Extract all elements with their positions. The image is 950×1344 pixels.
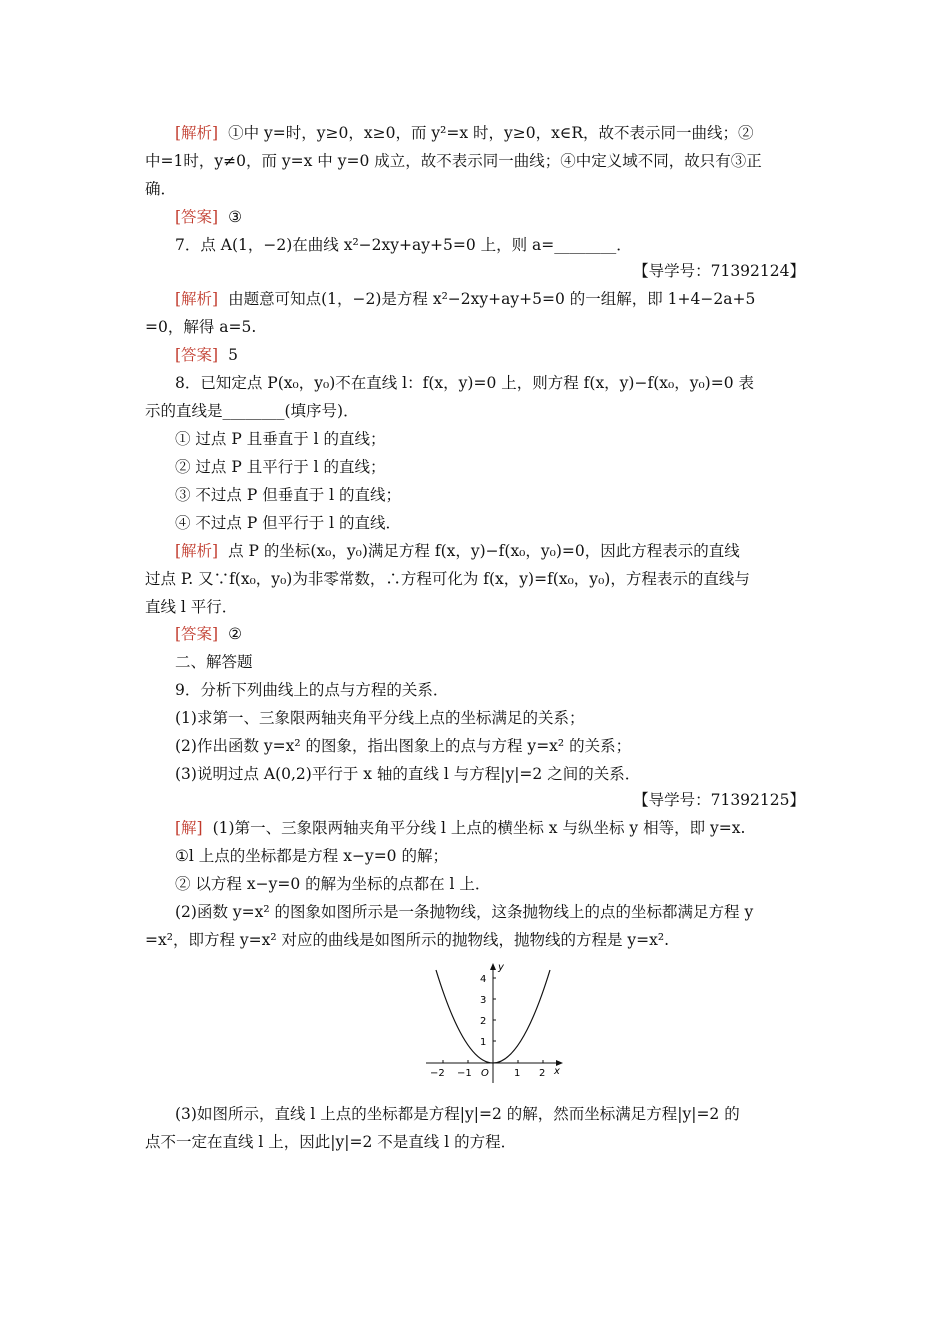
- section-heading: 二、解答题: [175, 653, 253, 671]
- x-tick-1: 1: [514, 1068, 521, 1079]
- answer-tag: [答案]: [175, 208, 219, 226]
- question-9: 9．分析下列曲线上的点与方程的关系．: [175, 681, 449, 699]
- guide-number-7: 【导学号：71392124】: [633, 262, 805, 280]
- y-tick-3: 3: [480, 995, 487, 1006]
- solution-9-line-1: [解] (1)第一、三象限两轴夹角平分线 l 上点的横坐标 x 与纵坐标 y 相等，即 y=x.: [175, 819, 746, 837]
- option-2: ② 过点 P 且平行于 l 的直线；: [175, 458, 386, 476]
- answer-8: [答案] ②: [175, 625, 243, 643]
- question-8-line-2: 示的直线是________(填序号)．: [145, 402, 359, 420]
- solution-9-line-2: ①l 上点的坐标都是方程 x−y=0 的解；: [175, 847, 448, 865]
- analysis-6-line-2: 中=1时，y≠0，而 y=x 中 y=0 成立，故不表示同一曲线；④中定义域不同，故只有③正: [145, 152, 762, 170]
- solution-tag: [解]: [175, 819, 203, 837]
- origin-label: O: [481, 1068, 489, 1079]
- question-8-line-1: 8．已知定点 P(x₀，y₀)不在直线 l：f(x，y)=0 上，则方程 f(x，y)−f(x₀，y₀)=0 表: [175, 374, 755, 392]
- question-7: 7．点 A(1，−2)在曲线 x²−2xy+ay+5=0 上，则 a=________．: [175, 236, 632, 254]
- option-3: ③ 不过点 P 但垂直于 l 的直线；: [175, 486, 402, 504]
- y-axis-label: y: [498, 962, 504, 973]
- solution-9-part-3-line-1: (3)如图所示，直线 l 上点的坐标都是方程|y|=2 的解，然而坐标满足方程|y|=2 的: [175, 1105, 740, 1123]
- x-tick-neg1: −1: [457, 1068, 472, 1079]
- analysis-8-line-1: [解析] 点 P 的坐标(x₀，y₀)满足方程 f(x，y)−f(x₀，y₀)=0，因此方程表示的直线: [175, 542, 740, 560]
- analysis-8-line-2: 过点 P. 又∵f(x₀，y₀)为非零常数，∴方程可化为 f(x，y)=f(x₀，y₀)，方程表示的直线与: [145, 570, 750, 588]
- answer-tag: [答案]: [175, 625, 219, 643]
- solution-9-line-4: (2)函数 y=x² 的图象如图所示是一条抛物线，这条抛物线上的点的坐标都满足方程 y: [175, 903, 754, 921]
- analysis-tag: [解析]: [175, 290, 219, 308]
- analysis-7-line-1: [解析] 由题意可知点(1，−2)是方程 x²−2xy+ay+5=0 的一组解，即 1+4−2a+5: [175, 290, 756, 308]
- question-9-part-2: (2)作出函数 y=x² 的图象，指出图象上的点与方程 y=x² 的关系；: [175, 737, 632, 755]
- option-1: ① 过点 P 且垂直于 l 的直线；: [175, 430, 386, 448]
- question-9-part-3: (3)说明过点 A(0,2)平行于 x 轴的直线 l 与方程|y|=2 之间的关系．: [175, 765, 641, 783]
- solution-9-part-3-line-2: 点不一定在直线 l 上，因此|y|=2 不是直线 l 的方程．: [145, 1133, 517, 1151]
- solution-9-line-5: =x²，即方程 y=x² 对应的曲线是如图所示的抛物线，抛物线的方程是 y=x².: [145, 931, 670, 949]
- answer-7: [答案] 5: [175, 346, 238, 364]
- analysis-6-line-1: [解析] ①中 y=时，y≥0，x≥0，而 y²=x 时，y≥0，x∈R，故不表示同一曲线；②: [175, 124, 754, 142]
- analysis-tag: [解析]: [175, 542, 219, 560]
- question-9-part-1: (1)求第一、三象限两轴夹角平分线上点的坐标满足的关系；: [175, 709, 585, 727]
- x-axis-label: x: [554, 1066, 560, 1077]
- y-tick-4: 4: [480, 974, 487, 985]
- analysis-tag: [解析]: [175, 124, 219, 142]
- analysis-7-line-2: =0，解得 a=5.: [145, 318, 257, 336]
- analysis-6-line-3: 确．: [145, 180, 177, 198]
- parabola-graph: [420, 958, 570, 1088]
- solution-9-line-3: ② 以方程 x−y=0 的解为坐标的点都在 l 上．: [175, 875, 491, 893]
- answer-tag: [答案]: [175, 346, 219, 364]
- x-tick-2: 2: [539, 1068, 546, 1079]
- y-tick-2: 2: [480, 1016, 487, 1027]
- option-4: ④ 不过点 P 但平行于 l 的直线．: [175, 514, 402, 532]
- answer-6: [答案] ③: [175, 208, 243, 226]
- x-tick-neg2: −2: [430, 1068, 445, 1079]
- analysis-8-line-3: 直线 l 平行．: [145, 598, 238, 616]
- y-tick-1: 1: [480, 1037, 487, 1048]
- y-axis-arrow: [490, 963, 496, 970]
- guide-number-9: 【导学号：71392125】: [633, 791, 805, 809]
